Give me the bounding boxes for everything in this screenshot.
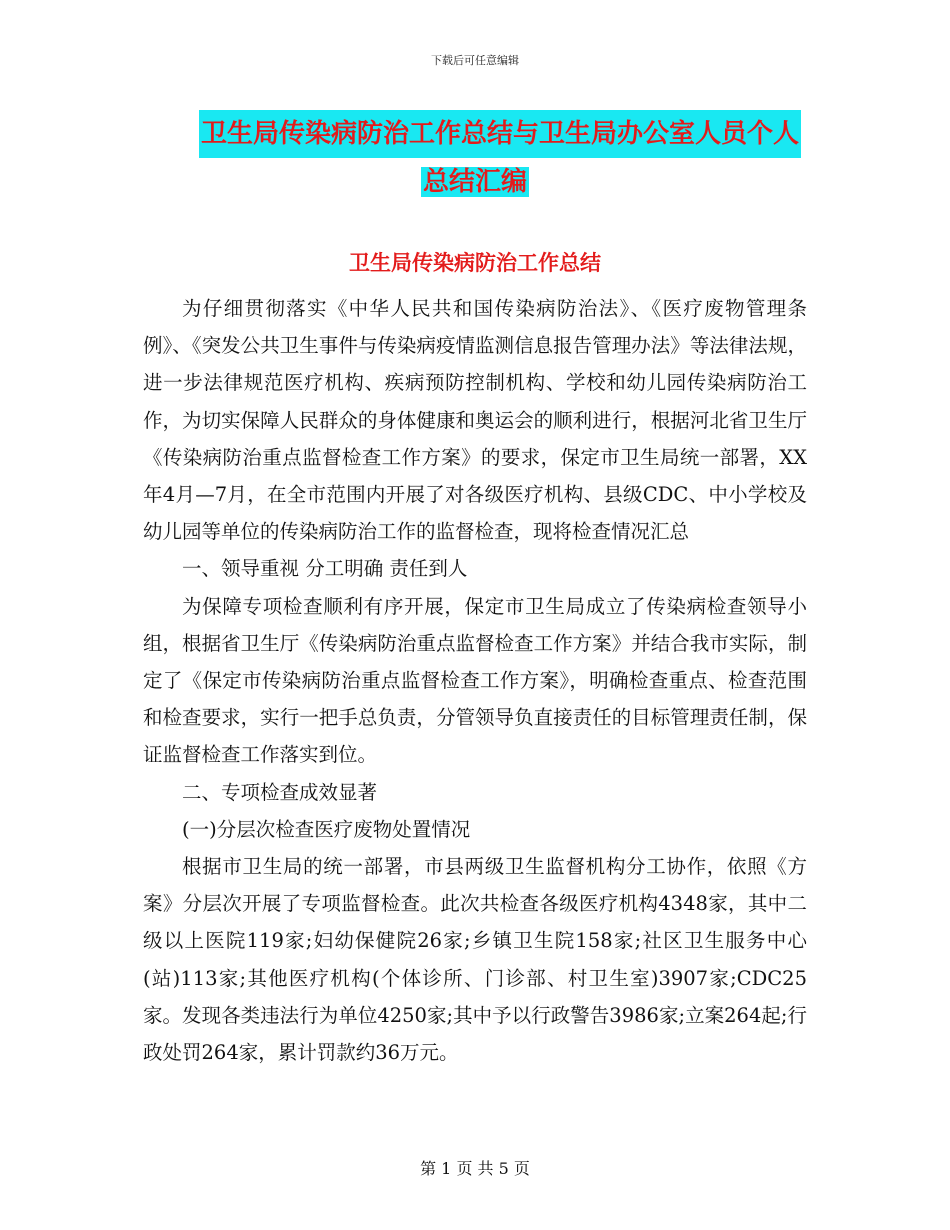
document-body [143,290,807,1071]
document-title-line2: 总结汇编 [422,167,527,197]
paragraph-heading-2: 二、专项检查成效显著 [182,780,378,804]
paragraph-heading-1: 一、领导重视 分工明确 责任到人 [182,557,468,581]
document-title-line1: 卫生局传染病防治工作总结与卫生局办公室人员个人 [199,110,801,158]
paragraph-leadership: 为保障专项检查顺利有序开展，保定市卫生局成立了传染病检查领导小组，根据省卫生厅《传染病防治重点监督检查工作方案》并结合我市实际，制定了《保定市传染病防治重点监督检查工作方案》，明确检查重点、检查范围和检查要求，实行一把手总负责，分管领导负直接责任的目标管理责任制，保证监督检查工作落实到位。 [143,594,807,767]
page-header-note: 下载后可任意编辑 [431,54,519,67]
document-title [0,110,950,206]
paragraph-intro: 为仔细贯彻落实《中华人民共和国传染病防治法》、《医疗废物管理条例》、《突发公共卫生事件与传染病疫情监测信息报告管理办法》等法律法规，进一步法律规范医疗机构、疾病预防控制机构、学校和幼儿园传染病防治工作，为切实保障人民群众的身体健康和奥运会的顺利进行，根据河北省卫生厅《传染病防治重点监督检查工作方案》的要求，保定市卫生局统一部署，XX年4月—7月，在全市范围内开展了对各级医疗机构、县级CDC、中小学校及幼儿园等单位的传染病防治工作的监督检查，现将检查情况汇总 [143,297,807,544]
paragraph-subheading-1: (一)分层次检查医疗废物处置情况 [182,817,471,841]
section-heading: 卫生局传染病防治工作总结 [349,251,601,275]
page-number-footer: 第 1 页 共 5 页 [420,1159,530,1178]
paragraph-inspection: 根据市卫生局的统一部署，市县两级卫生监督机构分工协作，依照《方案》分层次开展了专项监督检查。此次共检查各级医疗机构4348家，其中二级以上医院119家;妇幼保健院26家;乡镇卫生院158家;社区卫生服务中心(站)113家;其他医疗机构(个体诊所、门诊部、村卫生室)3907家;CDC25家。发现各类违法行为单位4250家;其中予以行政警告3986家;立案264起;行政处罚264家，累计罚款约36万元。 [143,855,807,1065]
